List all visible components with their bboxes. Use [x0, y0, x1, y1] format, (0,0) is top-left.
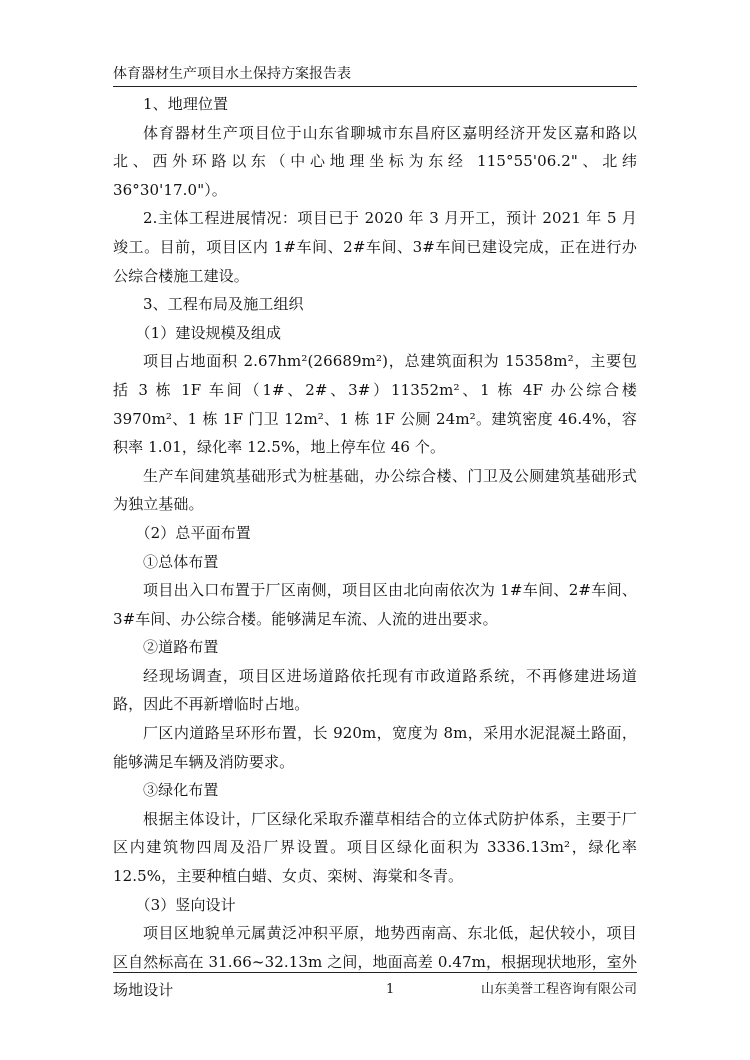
- subheading-scale: （1）建设规模及组成: [135, 323, 282, 342]
- paragraph-greening: 根据主体设计，厂区绿化采取乔灌草相结合的立体式防护体系，主要于厂区内建筑物四周及沿厂界设置。项目区绿化面积为 3336.13m²，绿化率 12.5%，主要种植白蜡、女贞、栾树、海棠和冬青。: [113, 809, 637, 886]
- item-greening: ③绿化布置: [143, 781, 219, 800]
- company-name: 山东美誉工程咨询有限公司: [480, 982, 637, 997]
- subheading-vertical-design: （3）竖向设计: [135, 895, 236, 914]
- item-overall-layout: ①总体布置: [143, 552, 219, 571]
- paragraph-overall-layout: 项目出入口布置于厂区南侧，项目区由北向南依次为 1#车间、2#车间、3#车间、办公综合楼。能够满足车流、人流的进出要求。: [113, 581, 637, 628]
- paragraph-foundation: 生产车间建筑基础形式为桩基础，办公综合楼、门卫及公厕建筑基础形式为独立基础。: [113, 466, 637, 514]
- section-heading-layout: 3、工程布局及施工组织: [143, 295, 304, 314]
- item-road-layout: ②道路布置: [143, 638, 219, 657]
- section-heading-location: 1、地理位置: [143, 95, 229, 113]
- footer-rule: [113, 972, 637, 973]
- page-number: 1: [386, 982, 395, 997]
- paragraph-vertical-design: 项目区地貌单元属黄泛冲积平原，地势西南高、东北低，起伏较小，项目区自然标高在 31.66~32.13m 之间，地面高差 0.47m，根据现状地形，室外场地设计: [113, 924, 637, 1000]
- document-body: [113, 90, 637, 1005]
- paragraph-road-detail: 厂区内道路呈环形布置，长 920m，宽度为 8m，采用水泥混凝土路面，能够满足车辆及消防要求。: [113, 724, 637, 771]
- subheading-plan: （2）总平面布置: [135, 523, 251, 542]
- page-header: 体育器材生产项目水土保持方案报告表: [113, 66, 351, 82]
- paragraph-progress: 2.主体工程进展情况：项目已于 2020 年 3 月开工，预计 2021 年 5 月竣工。目前，项目区内 1#车间、2#车间、3#车间已建设完成，正在进行办公综合楼施工建设。: [113, 209, 637, 285]
- paragraph-scale: 项目占地面积 2.67hm²(26689m²)，总建筑面积为 15358m²，主要包括 3 栋 1F 车间（1#、2#、3#）11352m²、1 栋 4F 办公综合楼 3970m²、1 栋 1F 门卫 12m²、1 栋 1F 公厕 24m²。建筑密度 46.4%，容积率 1.01，绿化率 12.5%，地上停车位 46 个。: [113, 352, 637, 457]
- paragraph-road-survey: 经现场调查，项目区进场道路依托现有市政道路系统，不再修建进场道路，因此不再新增临时占地。: [113, 666, 637, 714]
- paragraph-location: 体育器材生产项目位于山东省聊城市东昌府区嘉明经济开发区嘉和路以北、西外环路以东（中心地理坐标为东经 115°55'06.2"、北纬 36°30'17.0"）。: [113, 123, 637, 199]
- header-rule: [113, 86, 637, 87]
